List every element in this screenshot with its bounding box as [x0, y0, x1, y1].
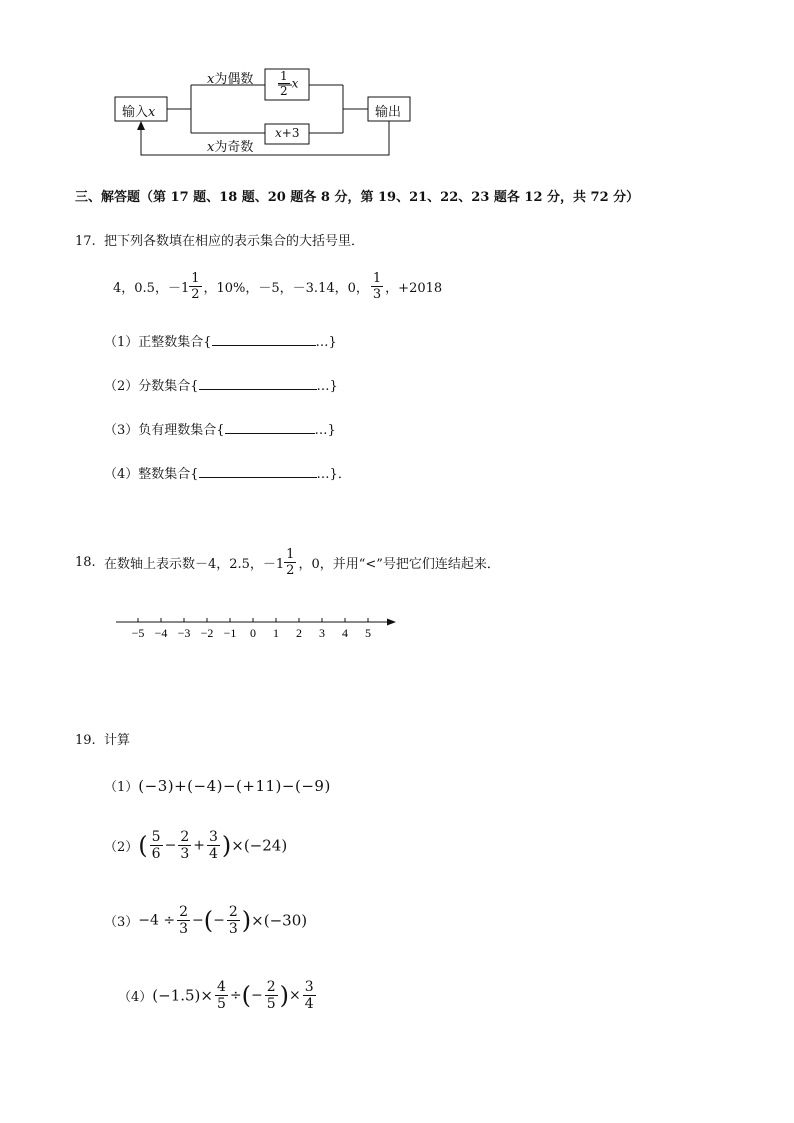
feedback-arrowhead — [137, 121, 145, 130]
q17-item-3: （3）负有理数集合{ …} — [104, 423, 336, 438]
answer-blank[interactable] — [212, 333, 316, 346]
number-line-tick-label: −1 — [223, 626, 237, 640]
even-branch-label: x为偶数 — [207, 72, 254, 87]
flowchart — [0, 0, 794, 170]
number-line-arrowhead — [387, 619, 396, 626]
number-line-tick-label: 3 — [319, 626, 325, 640]
answer-blank[interactable] — [199, 465, 317, 478]
odd-branch-label: x为奇数 — [207, 140, 254, 155]
number-line-tick-label: −4 — [154, 626, 168, 640]
output-box-label: 输出 — [375, 105, 402, 120]
q18-prompt: 18. 在数轴上表示数－4，2.5，－1 $\frac{1}{2}$ ，0，并用“<”号把它们连结起来． — [75, 547, 500, 578]
plus-three-expression: x+3 — [275, 126, 300, 140]
number-line-tick-label: 0 — [250, 626, 256, 640]
number-line-tick-label: 1 — [273, 626, 279, 640]
number-line-tick-label: −3 — [177, 626, 191, 640]
input-box-label: 输入x — [122, 105, 156, 120]
q19-part-2: （2）( $\frac{5}{6}$ − $\frac{2}{3}$ + $\frac{3}{4}$ )×(−24) — [104, 829, 288, 862]
answer-blank[interactable] — [225, 421, 315, 434]
number-line-tick-label: 2 — [296, 626, 302, 640]
q17-prompt: 17. 把下列各数填在相应的表示集合的大括号里． — [75, 234, 364, 249]
number-line-tick-label: 5 — [365, 626, 371, 640]
answer-blank[interactable] — [199, 377, 317, 390]
q17-item-1: （1）正整数集合{ …} — [104, 335, 337, 350]
number-line-tick-label: −2 — [200, 626, 214, 640]
section-heading: 三、解答题（第 17 题、18 题、20 题各 8 分，第 19、21、22、23 题各 12 分，共 72 分） — [75, 190, 640, 205]
number-line-tick-label: −5 — [131, 626, 145, 640]
half-expression: $\frac{1}{2}$ x — [280, 69, 299, 98]
q19-part-4: （4）(−1.5)× $\frac{4}{5}$ ÷(− $\frac{2}{5}$ )× $\frac{3}{4}$ — [118, 979, 314, 1012]
q19-part-1: （1）(−3)+(−4)−(+11)−(−9) — [104, 777, 331, 795]
number-line-tick-label: 4 — [342, 626, 348, 640]
number-line — [110, 610, 410, 650]
q19-prompt: 19. 计算 — [75, 733, 130, 748]
q17-item-2: （2）分数集合{ …} — [104, 379, 338, 394]
q17-numbers: 4，0.5，－1 $\frac{1}{2}$ ，10%，－5，－3.14，0， $\frac{1}{3}$ ，+2018 — [113, 271, 443, 302]
q19-part-3: （3）−4 ÷ $\frac{2}{3}$ −(− $\frac{2}{3}$ )×(−30) — [104, 904, 308, 937]
q17-item-4: （4）整数集合{ …}． — [104, 467, 351, 482]
